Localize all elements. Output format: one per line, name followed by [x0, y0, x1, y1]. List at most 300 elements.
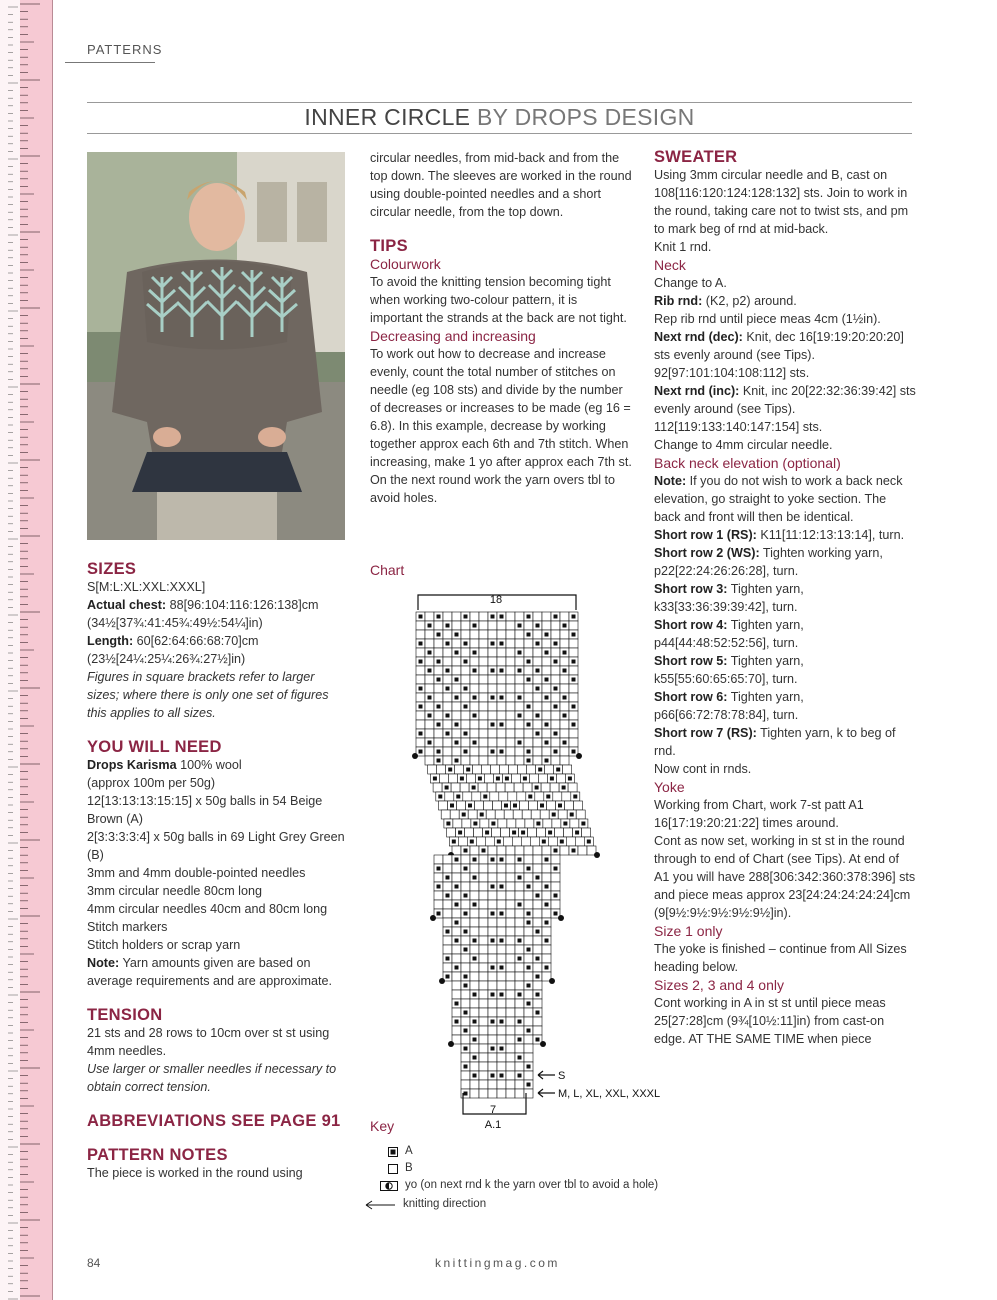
chart-cell	[455, 765, 464, 774]
chart-cell	[496, 783, 505, 792]
chart-cell	[479, 702, 488, 711]
sizes-2-3-4-heading: Sizes 2, 3 and 4 only	[654, 977, 784, 993]
chart-yarn-over	[448, 1041, 454, 1047]
chart-cell-mark	[540, 804, 544, 808]
chart-cell	[479, 657, 488, 666]
title-rule-top	[87, 102, 912, 103]
next-inc-label: Next rnd (inc):	[654, 384, 740, 398]
chart-cell	[524, 711, 533, 720]
chart-cell	[501, 828, 510, 837]
chart-cell	[470, 702, 479, 711]
chart-cell	[531, 810, 540, 819]
chart-cell	[443, 738, 452, 747]
chart-cell	[533, 756, 542, 765]
chart-cell-mark	[500, 939, 504, 943]
chart-cell	[434, 684, 443, 693]
chart-cell	[434, 729, 443, 738]
yoke-text: Working from Chart, work 7-st patt A1 16[17:19:20:21:22] times around.	[654, 798, 864, 830]
left-arrow-icon	[364, 1200, 396, 1210]
chart-cell-mark	[491, 1047, 495, 1051]
chart-cell	[495, 810, 504, 819]
chart-cell	[461, 720, 470, 729]
chart-cell-mark	[570, 813, 574, 817]
chart-cell	[497, 1035, 506, 1044]
chart-cell	[486, 810, 495, 819]
chart-cell	[493, 801, 502, 810]
chart-cell	[479, 729, 488, 738]
chart-cell-mark	[527, 678, 531, 682]
chart-cell-mark	[527, 1083, 531, 1087]
chart-cell	[443, 936, 452, 945]
chart-cell-mark	[455, 723, 459, 727]
chart-cell	[542, 891, 551, 900]
chart-cell	[564, 828, 573, 837]
chart-cell	[479, 1026, 488, 1035]
chart-cell	[461, 954, 470, 963]
chart-cell	[542, 927, 551, 936]
chart-cell	[434, 639, 443, 648]
chart-cell-mark	[572, 723, 576, 727]
chart-cell	[461, 1017, 470, 1026]
chart-cell	[490, 792, 499, 801]
chart-cell	[569, 666, 578, 675]
back-neck-note	[654, 472, 916, 526]
chart-cell	[551, 711, 560, 720]
chart-cell	[524, 639, 533, 648]
chart-cell-mark	[545, 741, 549, 745]
chart-cell-mark	[545, 858, 549, 862]
chart-cell	[515, 630, 524, 639]
chart-cell	[425, 720, 434, 729]
chart-cell	[479, 1053, 488, 1062]
chart-cell	[515, 675, 524, 684]
chart-cell-mark	[464, 1011, 468, 1015]
chart-cell	[524, 855, 533, 864]
pattern-notes-heading: PATTERN NOTES	[87, 1146, 228, 1164]
chart-bottom-width-label: 7	[489, 1104, 497, 1116]
chart-cell	[458, 837, 467, 846]
chart-cell	[488, 1026, 497, 1035]
chart-cell	[425, 702, 434, 711]
chart-cell-mark	[535, 786, 539, 790]
chart-cell-mark	[473, 939, 477, 943]
chart-cell-mark	[518, 903, 522, 907]
chart-cell	[525, 819, 534, 828]
yarn-note-text: Yarn amounts given are based on average requirements and are approximate.	[87, 956, 333, 988]
chart-cell	[506, 648, 515, 657]
chart-cell	[491, 765, 500, 774]
chart-cell	[569, 648, 578, 657]
chart-cell	[566, 837, 575, 846]
chart-cell-mark	[572, 633, 576, 637]
chart-cell	[479, 981, 488, 990]
chart-cell-mark	[563, 714, 567, 718]
chart-cell	[470, 612, 479, 621]
length	[87, 632, 349, 650]
chart-cell	[470, 891, 479, 900]
chart-heading: Chart	[370, 562, 405, 578]
chart-cell	[479, 720, 488, 729]
chart-cell-mark	[473, 822, 477, 826]
short-row-6	[654, 688, 916, 724]
chart-cell-mark	[536, 876, 540, 880]
chart-cell	[470, 864, 479, 873]
chart-cell-mark	[562, 786, 566, 790]
chart-cell	[479, 918, 488, 927]
chart-cell	[515, 864, 524, 873]
chart-cell	[513, 810, 522, 819]
chart-cell-mark	[437, 660, 441, 664]
chart-cell	[434, 693, 443, 702]
chart-cell	[497, 711, 506, 720]
chart-cell	[452, 909, 461, 918]
chart-cell-mark	[536, 669, 540, 673]
chart-cell-mark	[473, 957, 477, 961]
chart-cell	[506, 630, 515, 639]
chart-cell	[470, 999, 479, 1008]
chart-cell	[461, 873, 470, 882]
chart-cell-mark	[473, 696, 477, 700]
chart-cell	[443, 945, 452, 954]
chart-cell	[560, 846, 569, 855]
chart-cell	[462, 819, 471, 828]
yoke-heading: Yoke	[654, 779, 685, 795]
chart-cell-mark	[473, 903, 477, 907]
chart-cell	[488, 891, 497, 900]
chart-cell-mark	[455, 759, 459, 763]
chart-cell	[569, 711, 578, 720]
chart-cell	[560, 612, 569, 621]
chart-cell	[488, 972, 497, 981]
chart-cell	[453, 819, 462, 828]
chart-cell	[497, 684, 506, 693]
chart-cell	[479, 666, 488, 675]
chart-cell	[488, 1053, 497, 1062]
chart-cell-mark	[473, 714, 477, 718]
chart-cell-mark	[518, 696, 522, 700]
chart-cell	[425, 612, 434, 621]
chart-cell-mark	[587, 840, 591, 844]
chart-cell	[443, 612, 452, 621]
chart-cell	[488, 981, 497, 990]
chart-cell-mark	[527, 867, 531, 871]
chart-cell	[551, 720, 560, 729]
chart-cell	[542, 639, 551, 648]
chart-cell	[560, 684, 569, 693]
chart-cell-mark	[464, 642, 468, 646]
chart-cell-mark	[455, 1020, 459, 1024]
chart-cell-mark	[446, 930, 450, 934]
chart-cell	[505, 783, 514, 792]
chart-cell	[497, 891, 506, 900]
chart-cell	[541, 783, 550, 792]
chart-cell	[533, 612, 542, 621]
chart-cell-mark	[491, 966, 495, 970]
chart-cell	[434, 648, 443, 657]
chart-cell-mark	[554, 750, 558, 754]
chart-cell-mark	[491, 939, 495, 943]
chart-cell	[497, 873, 506, 882]
chart-cell	[504, 810, 513, 819]
chart-cell	[542, 702, 551, 711]
chart-cell	[443, 963, 452, 972]
chart-cell-mark	[527, 1002, 531, 1006]
chart-cell	[479, 756, 488, 765]
chart-cell	[506, 954, 515, 963]
chart-cell	[560, 729, 569, 738]
chart-cell-mark	[455, 1002, 459, 1006]
next-rnd-inc	[654, 382, 916, 436]
chart-cell	[506, 990, 515, 999]
size-1-text: The yoke is finished – continue from All Sizes heading below.	[654, 942, 907, 974]
chart-cell	[488, 729, 497, 738]
chart-cell	[563, 765, 572, 774]
chart-cell-mark	[573, 795, 577, 799]
chart-cell	[497, 846, 506, 855]
ruler-ticks	[0, 0, 52, 1300]
chart-cell-mark	[527, 948, 531, 952]
chart-cell	[479, 927, 488, 936]
colourwork-text: To avoid the knitting tension becoming tight when working two-colour pattern, it is important the strands at the back are not tight.	[370, 275, 627, 325]
chart-cell	[460, 783, 469, 792]
chart-cell	[452, 747, 461, 756]
chart-cell	[515, 909, 524, 918]
chart-cell	[497, 657, 506, 666]
chart-cell	[452, 621, 461, 630]
stitch-holders: Stitch holders or scrap yarn	[87, 938, 241, 952]
chart-cell	[485, 837, 494, 846]
chart-cell-mark	[558, 804, 562, 808]
chart-cell	[470, 945, 479, 954]
chart-cell	[497, 945, 506, 954]
chart-cell-mark	[545, 921, 549, 925]
chart-cell	[524, 891, 533, 900]
chart-cell	[533, 846, 542, 855]
chart-cell	[569, 693, 578, 702]
chart-cell	[529, 774, 538, 783]
chart-cell	[461, 621, 470, 630]
chart-cell	[497, 1089, 506, 1098]
chart-cell-mark	[462, 813, 466, 817]
chart-cell	[506, 657, 515, 666]
chart-key	[388, 1143, 658, 1213]
chart-cell	[479, 1080, 488, 1089]
chart-cell-mark	[464, 912, 468, 916]
chart-cell	[461, 693, 470, 702]
chart-cell	[470, 729, 479, 738]
pattern-notes-text: The piece is worked in the round using	[87, 1166, 303, 1180]
tips-heading: TIPS	[370, 237, 408, 255]
chart-cell	[443, 702, 452, 711]
chart-cell	[524, 1008, 533, 1017]
chart-cell	[506, 999, 515, 1008]
chart-yarn-over	[549, 978, 555, 984]
chart-cell	[509, 765, 518, 774]
chart-cell-mark	[428, 669, 432, 673]
chart-cell-mark	[500, 750, 504, 754]
chart-cell	[434, 666, 443, 675]
chart-cell	[540, 810, 549, 819]
filled-square-icon	[388, 1147, 398, 1157]
tension-heading: TENSION	[87, 1006, 163, 1024]
chart-cell	[461, 918, 470, 927]
chart-cell	[461, 738, 470, 747]
chart-cell	[551, 675, 560, 684]
chart-cell-mark	[468, 804, 472, 808]
chart-cell	[524, 972, 533, 981]
chest-inches: (34½[37¾:41:45¾:49½:54¼]in)	[87, 616, 263, 630]
chart-cell	[518, 765, 527, 774]
chart-cell	[470, 756, 479, 765]
tension-text: 21 sts and 28 rows to 10cm over st st using 4mm needles.	[87, 1026, 330, 1058]
chart-cell-mark	[518, 714, 522, 718]
chart-cell	[416, 648, 425, 657]
chart-cell	[551, 756, 560, 765]
chart-cell-mark	[536, 930, 540, 934]
chart-cell-mark	[548, 831, 552, 835]
chart-cell	[506, 729, 515, 738]
continue-rounds: Now cont in rnds.	[654, 762, 752, 776]
chart-cell-mark	[527, 633, 531, 637]
chart-cell-mark	[437, 750, 441, 754]
chart-cell	[506, 963, 515, 972]
chart-cell	[425, 729, 434, 738]
chart-cell-mark	[556, 768, 560, 772]
chart-cell	[479, 972, 488, 981]
chart-cell-mark	[491, 1074, 495, 1078]
rib-label: Rib rnd:	[654, 294, 703, 308]
chart-cell	[506, 1071, 515, 1080]
chart-cell	[506, 711, 515, 720]
chart-cell	[568, 783, 577, 792]
chart-cell	[497, 648, 506, 657]
chart-cell-mark	[545, 759, 549, 763]
chart-cell	[506, 621, 515, 630]
chart-cell	[465, 828, 474, 837]
chart-cell	[515, 747, 524, 756]
chart-cell	[473, 765, 482, 774]
chart-cell-mark	[554, 894, 558, 898]
size-1-heading: Size 1 only	[654, 923, 723, 939]
chest-value: 88[96:104:116:126:138]cm	[166, 598, 319, 612]
chart-cell-mark	[513, 804, 517, 808]
chart-cell	[425, 639, 434, 648]
chart-cell	[452, 684, 461, 693]
chart-cell-mark	[563, 669, 567, 673]
chart-cell-mark	[500, 1047, 504, 1051]
chart-cell	[515, 684, 524, 693]
chart-cell	[487, 783, 496, 792]
chart-cell-mark	[472, 786, 476, 790]
chart-cell	[434, 711, 443, 720]
sweater-heading: SWEATER	[654, 148, 738, 166]
chart-cell-mark	[536, 894, 540, 898]
chart-cell	[479, 1071, 488, 1080]
chart-cell	[551, 900, 560, 909]
chart-cell	[470, 909, 479, 918]
chart-cell	[515, 1026, 524, 1035]
chart-cell-mark	[473, 876, 477, 880]
chart-cell-mark	[521, 831, 525, 835]
sweater-photo-illustration	[87, 152, 345, 540]
chart-cell-mark	[464, 615, 468, 619]
chart-cell-mark	[419, 687, 423, 691]
chart-cell	[569, 684, 578, 693]
yoke-continue-text: Cont as now set, working in st st in the round through to end of Chart (see Tips). At end of A1 you will have 288[306:342:360:378:396] sts and piece meas approx 23[24:24:24:24:24]cm (9[9½:9½:9½:9½:9½]in).	[654, 834, 916, 920]
chart-cell	[443, 720, 452, 729]
chart-cell	[533, 738, 542, 747]
chart-cell-mark	[473, 993, 477, 997]
chart-cell	[524, 648, 533, 657]
chart-cell-mark	[527, 615, 531, 619]
chart-cell	[461, 855, 470, 864]
yarn-meterage: (approx 100m per 50g)	[87, 776, 216, 790]
chart-cell	[479, 1044, 488, 1053]
chart-cell	[443, 756, 452, 765]
chart-cell-mark	[500, 1020, 504, 1024]
chart-cell	[470, 918, 479, 927]
chart-cell	[533, 999, 542, 1008]
chart-cell	[506, 1026, 515, 1035]
chart-cell	[461, 675, 470, 684]
chart-cell	[452, 927, 461, 936]
chart-cell	[439, 801, 448, 810]
chart-cell	[515, 1062, 524, 1071]
chart-cell-mark	[518, 858, 522, 862]
chart-cell	[506, 855, 515, 864]
chart-cell	[560, 720, 569, 729]
chart-cell-mark	[466, 768, 470, 772]
chart-cell	[542, 873, 551, 882]
yarn-line	[87, 756, 349, 774]
chart-cell-mark	[545, 939, 549, 943]
chart-cell-mark	[546, 795, 550, 799]
chart-cell-mark	[536, 822, 540, 826]
chart-cell	[524, 693, 533, 702]
chart-cell	[560, 639, 569, 648]
chart-cell-mark	[437, 678, 441, 682]
chart-cell	[506, 675, 515, 684]
next-rnd-dec	[654, 328, 916, 382]
change-to-a: Change to A.	[654, 276, 727, 290]
chart-cell-mark	[419, 732, 423, 736]
chart-cell-mark	[536, 714, 540, 718]
chart-cell	[479, 990, 488, 999]
chart-cell-mark	[491, 615, 495, 619]
sr4-label: Short row 4:	[654, 618, 728, 632]
chart-cell	[575, 837, 584, 846]
chart-cell-mark	[552, 813, 556, 817]
chart-cell-mark	[500, 858, 504, 862]
chart-cell-mark	[491, 822, 495, 826]
chart-cell	[416, 693, 425, 702]
next-dec-text: Knit, dec 16[19:19:20:20:20] sts evenly around (see Tips). 92[97:101:104:108:112] sts.	[654, 330, 904, 380]
chart-cell-mark	[456, 795, 460, 799]
chart-cell	[497, 1026, 506, 1035]
chart-cell	[497, 702, 506, 711]
chart-cell-mark	[527, 660, 531, 664]
chart-cell	[543, 819, 552, 828]
chart-cell-mark	[518, 741, 522, 745]
chart-cell	[416, 738, 425, 747]
chart-cell	[508, 792, 517, 801]
sizes-list: S[M:L:XL:XXL:XXXL]	[87, 580, 206, 594]
chart-cell	[533, 963, 542, 972]
chart-cell	[497, 1053, 506, 1062]
chart-cell	[542, 621, 551, 630]
chart-cell-mark	[554, 849, 558, 853]
chart-cell	[452, 1026, 461, 1035]
